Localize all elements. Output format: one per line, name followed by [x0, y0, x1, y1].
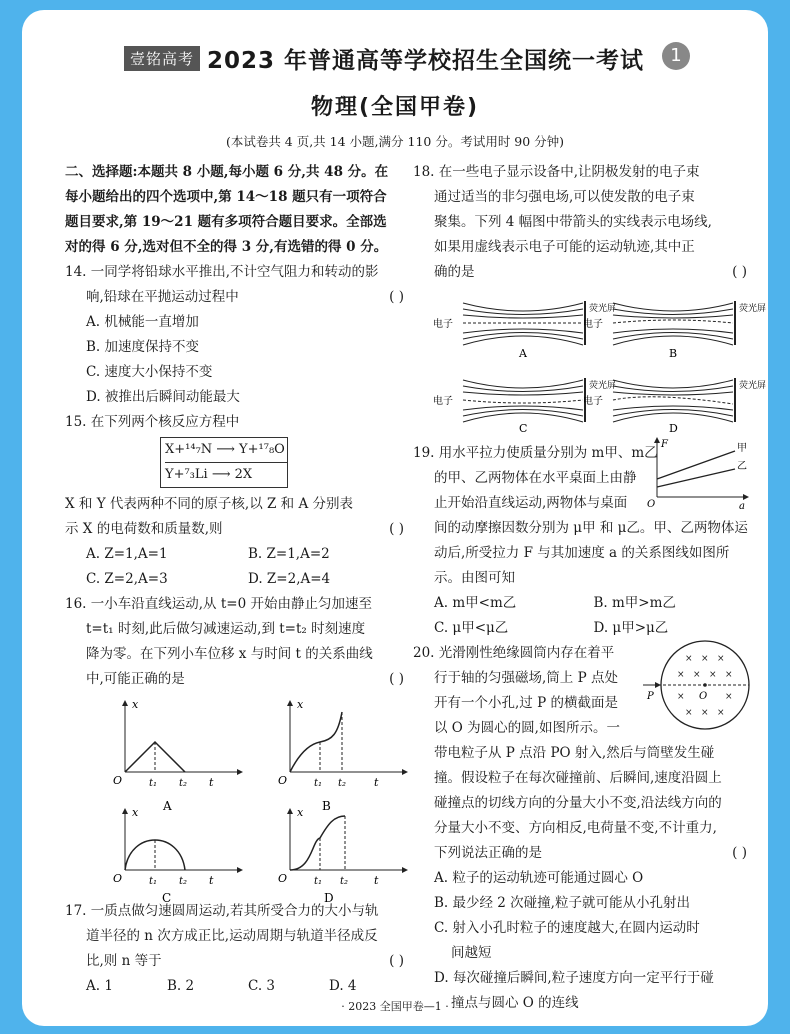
q19-option-a: A. m甲<m乙 — [434, 595, 517, 611]
origin-label: O — [113, 774, 123, 787]
q17-stem-text: 比,则 n 等于 — [86, 953, 162, 969]
axis-label-a: a — [739, 501, 745, 512]
reaction-equations-box — [160, 437, 288, 488]
svg-text:×: × — [677, 670, 685, 680]
page-number-badge: 1 — [662, 42, 690, 70]
electron-label: 电子 — [433, 319, 453, 330]
svg-text:×: × — [725, 670, 733, 680]
graph-c — [113, 806, 243, 905]
answer-paren: ( ) — [732, 264, 747, 280]
section-instructions — [65, 160, 410, 260]
q18-field-figures-row2 — [413, 368, 767, 435]
q20-option-b: B. 最少经 2 次碰撞,粒子就可能从小孔射出 — [434, 895, 690, 911]
point-o-label: O — [699, 691, 708, 702]
q14-option-a: A. 机械能一直增加 — [86, 314, 199, 330]
svg-text:×: × — [701, 654, 709, 664]
axis-label-t: t — [209, 776, 214, 789]
q20-option-d-cont: 撞点与圆心 O 的连线 — [451, 995, 579, 1011]
q19-stem: 示。由图可知 — [434, 570, 515, 586]
q19-stem: 的甲、乙两物体在水平桌面上由静 — [434, 470, 637, 486]
graph-label-b: B — [322, 799, 331, 813]
q20-stem: 行于轴的匀强磁场,筒上 P 点处 — [434, 670, 618, 686]
q15-text-content: 示 X 的电荷数和质量数,则 — [65, 521, 223, 537]
point-p-label: P — [647, 691, 654, 702]
q16-stem: t=t₁ 时刻,此后做匀减速运动,到 t=t₂ 时刻速度 — [86, 621, 366, 637]
q18-stem: 通过适当的非匀强电场,可以使发散的电子束 — [434, 189, 695, 205]
q20-option-a: A. 粒子的运动轨迹可能通过圆心 O — [434, 870, 644, 886]
reaction-equation-1: X+¹⁴₇N ⟶ Y+¹⁷₈O — [165, 442, 285, 457]
question-20 — [413, 641, 753, 1016]
graph-label-a: A — [163, 799, 172, 813]
fig-label-c: C — [519, 422, 528, 435]
q15-stem: 15. 在下列两个核反应方程中 — [65, 414, 240, 430]
q16-stem: 降为零。在下列小车位移 x 与时间 t 的关系曲线 — [86, 646, 373, 662]
q19-stem: 动后,所受拉力 F 与其加速度 a 的关系图线如图所 — [434, 545, 730, 561]
q16-stem: 16. 一小车沿直线运动,从 t=0 开始由静止匀加速至 — [65, 596, 372, 612]
q17-option-b: B. 2 — [167, 978, 195, 994]
q14-stem-text: 响,铅球在平抛运动过程中 — [86, 289, 239, 305]
axis-label-x: x — [297, 806, 304, 819]
t1-label: t₁ — [149, 876, 158, 887]
svg-text:×: × — [685, 654, 693, 664]
q17-stem-3 — [65, 949, 410, 974]
reaction-equation-2: Y+⁷₃Li ⟶ 2X — [165, 462, 287, 487]
axis-label-f: F — [661, 439, 668, 450]
brand-logo: 壹铭高考 — [124, 46, 200, 71]
axis-label-x: x — [132, 698, 139, 711]
q16-graphs — [65, 692, 410, 905]
q20-stem: 开有一个小孔,过 P 的横截面是 — [434, 695, 618, 711]
answer-paren: ( ) — [389, 671, 404, 687]
q20-stem: 20. 光滑刚性绝缘圆筒内存在着平 — [413, 645, 615, 661]
q14-option-c: C. 速度大小保持不变 — [86, 364, 213, 380]
q19-stem: 间的动摩擦因数分别为 μ甲 和 μ乙。甲、乙两物体运 — [434, 520, 748, 536]
q15-option-a: A. Z=1,A=1 — [86, 546, 168, 562]
t1-label: t₁ — [149, 778, 158, 789]
screen-label: 荧光屏 — [589, 304, 617, 314]
q20-stem: 分量大小不变、方向相反,电荷量不变,不计重力, — [434, 820, 717, 836]
graph-a — [113, 698, 243, 813]
answer-paren: ( ) — [389, 521, 404, 537]
section-line: 题目要求,第 19～21 题有多项符合题目要求。全部选 — [65, 214, 387, 230]
q14-option-d: D. 被推出后瞬间动能最大 — [86, 389, 240, 405]
fig-label-a: A — [519, 347, 527, 360]
question-16 — [65, 592, 410, 905]
svg-text:×: × — [701, 708, 709, 718]
q20-stem: 以 O 为圆心的圆,如图所示。一 — [434, 720, 620, 736]
q14-stem: 14. 一同学将铅球水平推出,不计空气阻力和转动的影 — [65, 264, 379, 280]
exam-title: 2023 年普通高等学校招生全国统一考试 — [207, 48, 645, 74]
line-label-yi: 乙 — [737, 461, 747, 472]
q19-stem: 止开始沿直线运动,两物体与桌面 — [434, 495, 628, 511]
q18-stem: 如果用虚线表示电子可能的运动轨迹,其中正 — [434, 239, 695, 255]
q18-stem: 聚集。下列 4 幅图中带箭头的实线表示电场线, — [434, 214, 712, 230]
q15-option-b: B. Z=1,A=2 — [248, 546, 330, 562]
q18-stem: 18. 在一些电子显示设备中,让阴极发射的电子束 — [413, 164, 700, 180]
q19-option-b: B. m甲>m乙 — [593, 595, 676, 611]
question-19 — [413, 441, 753, 641]
section-line: 对的得 6 分,选对但不全的得 3 分,有选错的得 0 分。 — [65, 239, 388, 255]
screen-label: 荧光屏 — [739, 304, 767, 314]
origin-label: O — [647, 499, 656, 510]
q15-options-row1 — [65, 542, 410, 567]
screen-label: 荧光屏 — [589, 381, 617, 391]
axis-label-x: x — [297, 698, 304, 711]
left-column — [65, 160, 410, 999]
answer-paren: ( ) — [389, 953, 404, 969]
svg-text:×: × — [693, 670, 701, 680]
answer-paren: ( ) — [389, 289, 404, 305]
electron-label: 电子 — [433, 396, 453, 407]
q19-stem: 19. 用水平拉力使质量分别为 m甲、m乙 — [413, 445, 658, 461]
q19-options-row1 — [413, 591, 753, 616]
q20-stem: 撞。假设粒子在每次碰撞前、后瞬间,速度沿圆上 — [434, 770, 722, 786]
q15-text: X 和 Y 代表两种不同的原子核,以 Z 和 A 分别表 — [65, 496, 353, 512]
graph-d — [278, 806, 408, 905]
q17-option-a: A. 1 — [86, 978, 113, 994]
q17-options — [65, 974, 410, 999]
t2-label: t₂ — [179, 778, 188, 789]
field-figure-a — [433, 301, 616, 360]
t1-label: t₁ — [314, 876, 323, 887]
screen-label: 荧光屏 — [739, 381, 767, 391]
origin-label: O — [278, 872, 288, 885]
q20-option-c-cont: 间越短 — [451, 945, 492, 961]
q16-stem-text: 中,可能正确的是 — [86, 671, 185, 687]
q15-text-2 — [65, 517, 410, 542]
question-18 — [413, 160, 767, 439]
question-14 — [65, 260, 410, 410]
q14-option-b: B. 加速度保持不变 — [86, 339, 200, 355]
section-line: 二、选择题:本题共 8 小题,每小题 6 分,共 48 分。在 — [65, 164, 389, 180]
axis-label-t: t — [209, 874, 214, 887]
q19-option-d: D. μ甲>μ乙 — [593, 620, 669, 636]
q20-cylinder-figure — [643, 637, 753, 737]
origin-label: O — [278, 774, 288, 787]
svg-text:×: × — [725, 692, 733, 702]
t2-label: t₂ — [340, 876, 349, 887]
q19-option-c: C. μ甲<μ乙 — [434, 620, 509, 636]
svg-text:×: × — [709, 670, 717, 680]
graph-label-d: D — [324, 891, 334, 905]
graph-label-c: C — [162, 891, 172, 905]
q20-stem-9 — [413, 841, 753, 866]
q16-stem-4 — [65, 667, 410, 692]
exam-page — [22, 10, 768, 1026]
q20-option-c: C. 射入小孔时粒子的速度越大,在圆内运动时 — [434, 920, 700, 936]
q18-stem-text: 确的是 — [434, 264, 475, 280]
section-line: 每小题给出的四个选项中,第 14～18 题只有一项符合 — [65, 189, 387, 205]
t2-label: t₂ — [338, 778, 347, 789]
q20-option-d: D. 每次碰撞后瞬间,粒子速度方向一定平行于碰 — [434, 970, 714, 986]
svg-text:×: × — [717, 708, 725, 718]
electron-label: 电子 — [583, 319, 603, 330]
electron-label: 电子 — [583, 396, 603, 407]
graph-b — [278, 698, 408, 813]
q18-stem-5 — [413, 260, 753, 285]
q17-option-c: C. 3 — [248, 978, 276, 994]
q17-option-d: D. 4 — [329, 978, 357, 994]
fig-label-d: D — [669, 422, 678, 435]
q17-stem: 17. 一质点做匀速圆周运动,若其所受合力的大小与轨 — [65, 903, 379, 919]
answer-paren: ( ) — [732, 845, 747, 861]
fig-label-b: B — [669, 347, 678, 360]
q15-options-row2 — [65, 567, 410, 592]
q14-stem-2 — [65, 285, 410, 310]
svg-text:×: × — [677, 692, 685, 702]
exam-note: (本试卷共 4 页,共 14 小题,满分 110 分。考试用时 90 分钟) — [225, 134, 565, 149]
line-label-jia: 甲 — [737, 443, 747, 454]
t1-label: t₁ — [314, 778, 323, 789]
q15-option-c: C. Z=2,A=3 — [86, 571, 168, 587]
q20-stem-text: 下列说法正确的是 — [434, 845, 542, 861]
q20-stem: 带电粒子从 P 点沿 PO 射入,然后与筒壁发生碰 — [434, 745, 715, 761]
right-column — [413, 160, 767, 1016]
header — [22, 32, 768, 72]
t2-label: t₂ — [179, 876, 188, 887]
axis-label-t: t — [374, 874, 379, 887]
axis-label-x: x — [132, 806, 139, 819]
svg-text:×: × — [717, 654, 725, 664]
origin-label: O — [113, 872, 123, 885]
q20-stem: 碰撞点的切线方向的分量大小不变,沿法线方向的 — [434, 795, 722, 811]
q17-stem: 道半径的 n 次方成正比,运动周期与轨道半径成反 — [86, 928, 378, 944]
svg-text:×: × — [685, 708, 693, 718]
page-footer: · 2023 全国甲卷—1 · — [341, 1000, 449, 1013]
axis-label-t: t — [374, 776, 379, 789]
question-17 — [65, 899, 410, 999]
question-15 — [65, 410, 410, 592]
subject-title: 物理(全国甲卷) — [310, 95, 480, 120]
q15-option-d: D. Z=2,A=4 — [248, 571, 331, 587]
q19-fa-graph — [643, 435, 753, 512]
